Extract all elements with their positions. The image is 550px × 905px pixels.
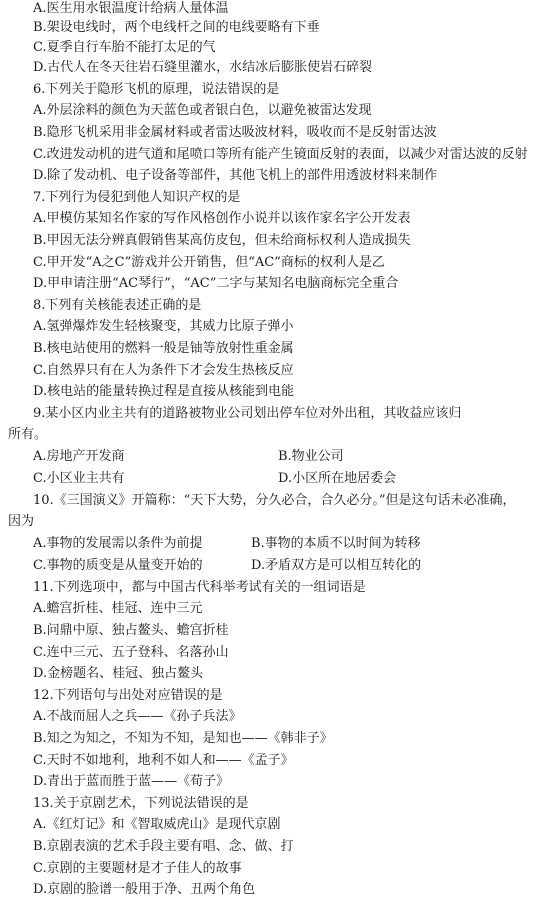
option-line: C.自然界只有在人为条件下才会发生热核反应 [33, 363, 294, 378]
option-pair [33, 535, 421, 553]
option-line: A.甲模仿某知名作家的写作风格创作小说并以该作家名字公开发表 [33, 211, 411, 226]
option-pair [33, 448, 344, 466]
option-line: C.小区业主共有 [33, 471, 125, 486]
option-line: A.医生用水银温度计给病人量体温 [33, 1, 229, 16]
option-line: C.事物的质变是从量变开始的 [33, 558, 203, 573]
option-line: B.知之为知之，不知为不知，是知也——《韩非子》 [33, 731, 333, 746]
option-line: A.蟾宫折桂、桂冠、连中三元 [33, 601, 203, 616]
question-stem-continued: 因为 [8, 514, 35, 529]
option-line: A.《红灯记》和《智取威虎山》是现代京剧 [33, 817, 281, 832]
option-line: D.除了发动机、电子设备等部件，其他飞机上的部件用透波材料来制作 [33, 168, 438, 183]
option-line: C.京剧的主要题材是才子佳人的故事 [33, 861, 242, 876]
option-line: D.青出于蓝而胜于蓝——《荀子》 [33, 774, 230, 789]
option-line: C.夏季自行车胎不能打太足的气 [33, 40, 216, 55]
option-line: B.物业公司 [278, 449, 344, 464]
option-pair [33, 470, 397, 488]
option-line: D.古代人在冬天往岩石缝里灌水，水结冰后膨胀使岩石碎裂 [33, 60, 373, 75]
question-stem: 9.某小区内业主共有的道路被物业公司划出停车位对外出租，其收益应该归 [33, 406, 462, 421]
question-stem: 13.关于京剧艺术，下列说法错误的是 [33, 796, 249, 811]
question-stem-continued: 所有。 [8, 427, 48, 442]
option-line: C.天时不如地利，地利不如人和——《孟子》 [33, 753, 294, 768]
option-line: C.改进发动机的进气道和尾喷口等所有能产生镜面反射的表面，以减少对雷达波的反射 [33, 147, 528, 162]
option-line: B.京剧表演的艺术手段主要有唱、念、做、打 [33, 839, 294, 854]
option-line: A.氢弹爆炸发生轻核聚变，其威力比原子弹小 [33, 319, 294, 334]
option-line: B.隐形飞机采用非金属材料或者雷达吸波材料，吸收而不是反射雷达波 [33, 125, 437, 140]
option-line: B.甲因无法分辨真假销售某高仿皮包，但未给商标权利人造成损失 [33, 233, 411, 248]
option-line: D.小区所在地居委会 [278, 471, 397, 486]
option-line: A.事物的发展需以条件为前提 [33, 536, 203, 551]
option-line: D.甲申请注册“AC琴行”，“AC”二字与某知名电脑商标完全重合 [33, 276, 399, 291]
option-line: B.架设电线时，两个电线杆之间的电线要略有下垂 [33, 20, 320, 35]
question-stem: 11.下列选项中，都与中国古代科举考试有关的一组词语是 [33, 580, 366, 595]
question-stem: 6.下列关于隐形飞机的原理，说法错误的是 [33, 82, 280, 97]
option-line: B.核电站使用的燃料一般是铀等放射性重金属 [33, 341, 294, 356]
question-stem: 12.下列语句与出处对应错误的是 [33, 688, 223, 703]
option-line: C.连中三元、五子登科、名落孙山 [33, 645, 229, 660]
option-line: A.房地产开发商 [33, 449, 125, 464]
option-line: B.事物的本质不以时间为转移 [251, 536, 421, 551]
question-stem: 8.下列有关核能表述正确的是 [33, 298, 202, 313]
option-pair [33, 557, 422, 575]
question-stem: 10.《三国演义》开篇称：“天下大势，分久必合，合久必分。”但是这句话未必准确， [33, 493, 516, 508]
option-line: B.问鼎中原、独占鳌头、蟾宫折桂 [33, 623, 229, 638]
question-stem: 7.下列行为侵犯到他人知识产权的是 [33, 190, 241, 205]
option-line: D.矛盾双方是可以相互转化的 [251, 558, 422, 573]
option-line: D.京剧的脸谱一般用于净、丑两个角色 [33, 882, 256, 897]
option-line: A.不战而屈人之兵——《孙子兵法》 [33, 709, 242, 724]
option-line: A.外层涂料的颜色为天蓝色或者银白色，以避免被雷达发现 [33, 103, 372, 118]
option-line: D.核电站的能量转换过程是直接从核能到电能 [33, 384, 295, 399]
option-line: D.金榜题名、桂冠、独占鳌头 [33, 666, 204, 681]
option-line: C.甲开发“A之C”游戏并公开销售，但“AC”商标的权利人是乙 [33, 255, 385, 270]
